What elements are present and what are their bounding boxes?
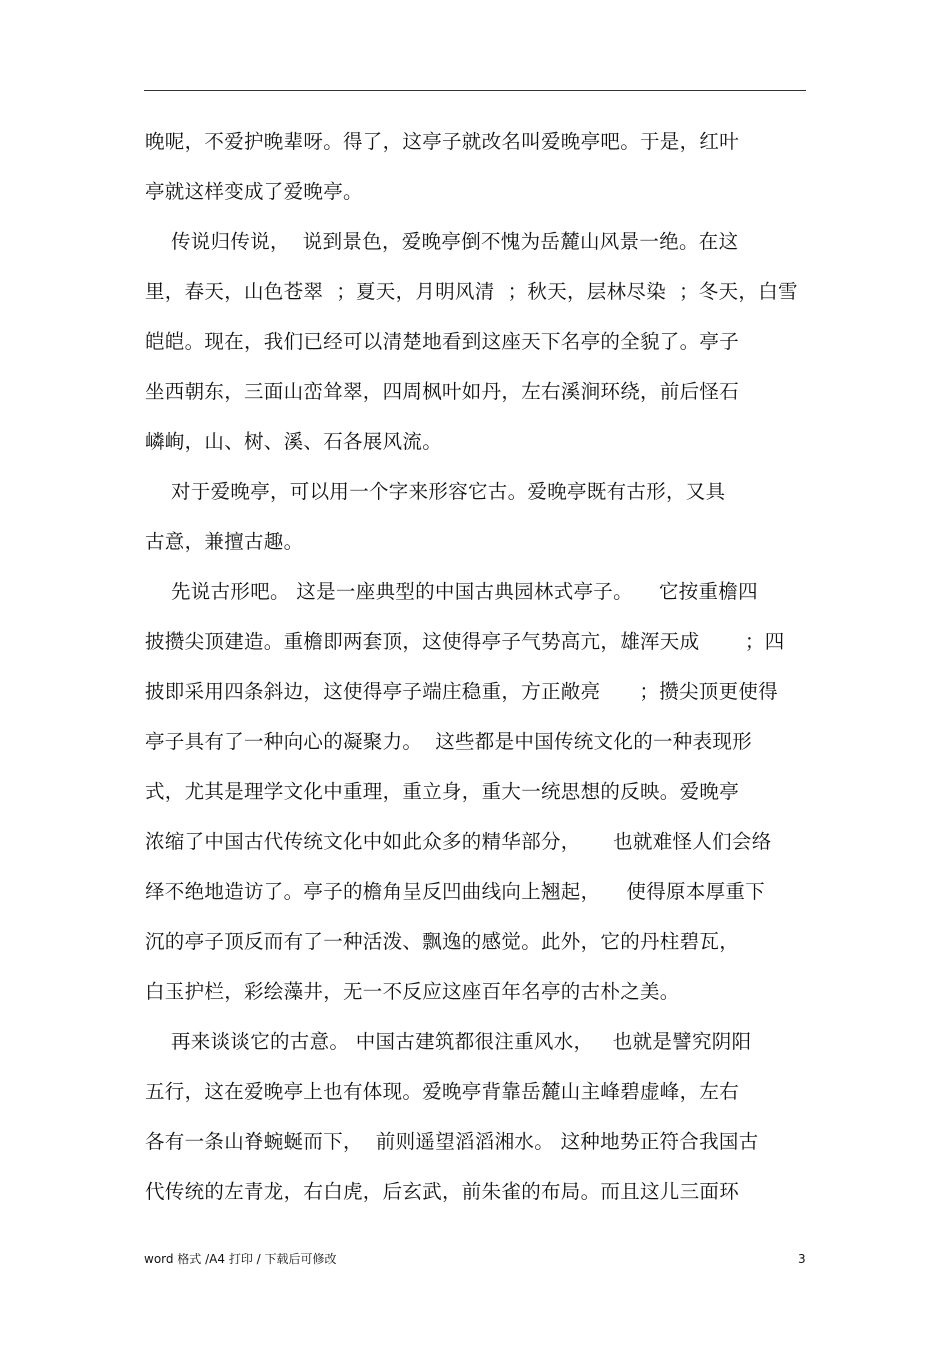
text-line: 坐西朝东，三面山峦耸翠，四周枫叶如丹，左右溪涧环绕，前后怪石 <box>145 380 740 403</box>
text-line: 再来谈谈它的古意。 中国古建筑都很注重风水， 也就是譬究阴阳 <box>145 1030 752 1053</box>
text-line: 传说归传说， 说到景色，爱晚亭倒不愧为岳麓山风景一绝。在这 <box>145 230 739 253</box>
text-line: 亭子具有了一种向心的凝聚力。 这些都是中国传统文化的一种表现形 <box>145 730 752 753</box>
text-line: 绎不绝地造访了。亭子的檐角呈反凹曲线向上翘起， 使得原本厚重下 <box>145 880 765 903</box>
text-line: 先说古形吧。 这是一座典型的中国古典园林式亭子。 它按重檐四 <box>145 580 758 603</box>
text-line: 晚呢，不爱护晚辈呀。得了，这亭子就改名叫爱晚亭吧。于是，红叶 <box>145 130 740 153</box>
text-line: 式，尤其是理学文化中重理，重立身，重大一统思想的反映。爱晚亭 <box>145 780 740 803</box>
text-line: 五行，这在爱晚亭上也有体现。爱晚亭背靠岳麓山主峰碧虚峰，左右 <box>145 1080 740 1103</box>
text-line: 披即采用四条斜边，这使得亭子端庄稳重，方正敞亮 ；攒尖顶更使得 <box>145 680 778 703</box>
text-line: 各有一条山脊蜿蜒而下， 前则遥望滔滔湘水。 这种地势正符合我国古 <box>145 1130 759 1153</box>
text-line: 嶙峋，山、树、溪、石各展风流。 <box>145 430 443 453</box>
text-line: 亭就这样变成了爱晚亭。 <box>145 180 363 203</box>
page-number: 3 <box>798 1252 806 1266</box>
text-line: 代传统的左青龙，右白虎，后玄武，前朱雀的布局。而且这儿三面环 <box>145 1180 740 1203</box>
text-line: 浓缩了中国古代传统文化中如此众多的精华部分， 也就难怪人们会络 <box>145 830 772 853</box>
text-line: 皑皑。现在，我们已经可以清楚地看到这座天下名亭的全貌了。亭子 <box>145 330 740 353</box>
text-line: 古意，兼擅古趣。 <box>145 530 304 553</box>
footer-note: word 格式 /A4 打印 / 下载后可修改 <box>144 1252 337 1266</box>
text-line: 披攒尖顶建造。重檐即两套顶，这使得亭子气势高亢，雄浑天成 ；四 <box>145 630 785 653</box>
text-line: 里，春天，山色苍翠 ；夏天，月明风清 ；秋天，层林尽染 ；冬天，白雪 <box>145 280 798 303</box>
text-line: 对于爱晚亭，可以用一个字来形容它古。爱晚亭既有古形，又具 <box>145 480 726 503</box>
text-line: 白玉护栏，彩绘藻井，无一不反应这座百年名亭的古朴之美。 <box>145 980 680 1003</box>
text-line: 沉的亭子顶反而有了一种活泼、飘逸的感觉。此外，它的丹柱碧瓦， <box>145 930 740 953</box>
